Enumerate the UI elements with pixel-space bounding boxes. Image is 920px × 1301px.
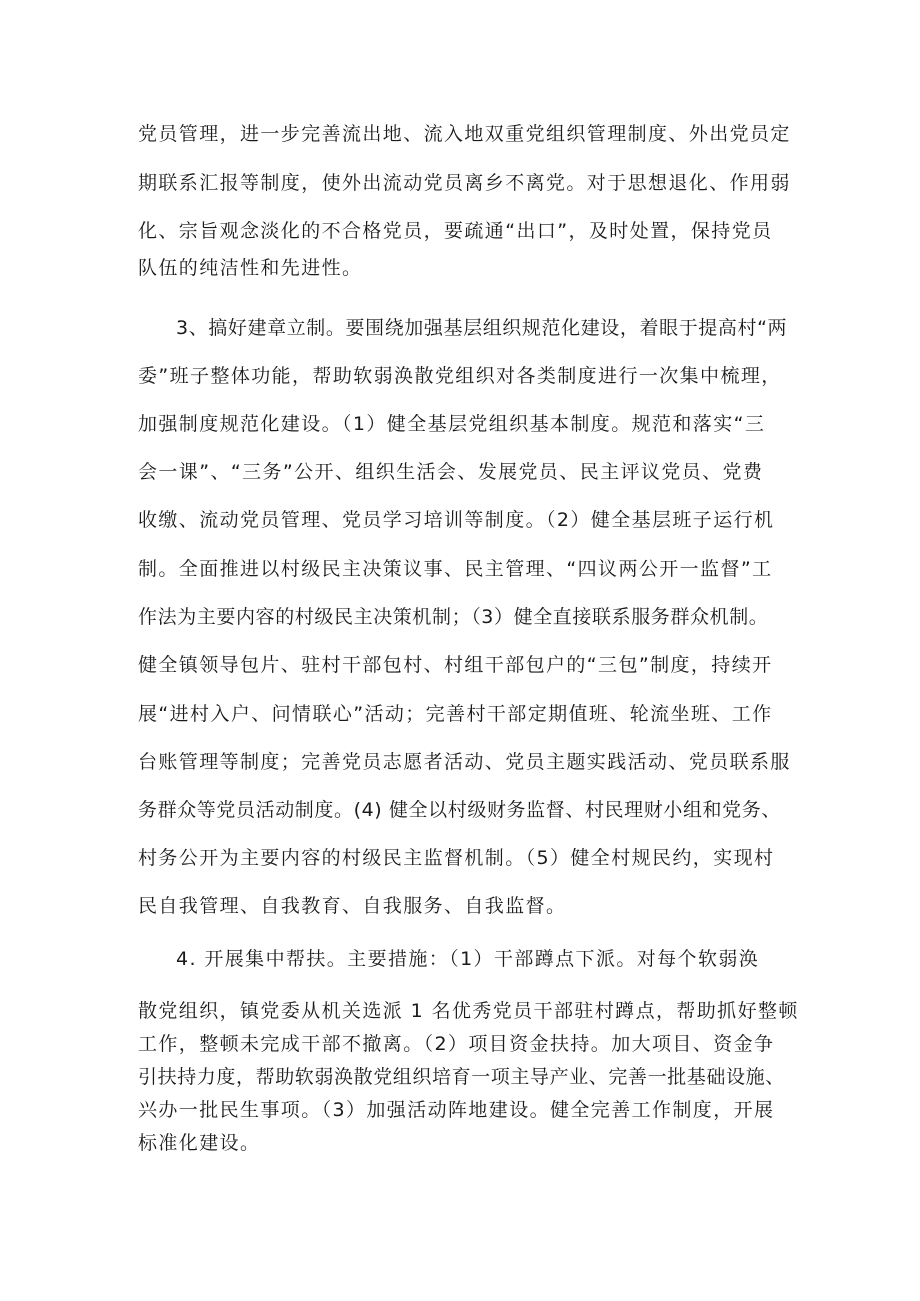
paragraph-line: 展“进村入户、问情联心”活动；完善村干部定期值班、轮流坐班、工作 bbox=[138, 703, 773, 725]
paragraph-line: 加强制度规范化建设。（1）健全基层党组织基本制度。规范和落实“三 bbox=[138, 413, 766, 435]
paragraph-line: 散党组织，镇党委从机关选派 1 名优秀党员干部驻村蹲点，帮助抓好整顿 bbox=[138, 1000, 799, 1022]
paragraph-line: 兴办一批民生事项。（3）加强活动阵地建设。健全完善工作制度，开展 bbox=[138, 1099, 775, 1121]
paragraph-line: 工作，整顿未完成干部不撤离。（2）项目资金扶持。加大项目、资金争 bbox=[138, 1033, 775, 1055]
paragraph-line: 队伍的纯洁性和先进性。 bbox=[138, 257, 363, 279]
paragraph-line: 台账管理等制度；完善党员志愿者活动、党员主题实践活动、党员联系服 bbox=[138, 751, 791, 773]
paragraph-line: 制。全面推进以村级民主决策议事、民主管理、“四议两公开一监督”工 bbox=[138, 558, 773, 580]
paragraph-line: 村务公开为主要内容的村级民主监督机制。（5）健全村规民约，实现村 bbox=[138, 847, 775, 869]
paragraph-line: 健全镇领导包片、驻村干部包村、村组干部包户的“三包”制度，持续开 bbox=[138, 654, 773, 676]
paragraph-line: 期联系汇报等制度，使外出流动党员离乡不离党。对于思想退化、作用弱 bbox=[138, 172, 791, 194]
paragraph-line: 会一课”、“三务”公开、组织生活会、发展党员、民主评议党员、党费 bbox=[138, 461, 764, 483]
paragraph-line: 引扶持力度，帮助软弱涣散党组织培育一项主导产业、完善一批基础设施、 bbox=[138, 1066, 785, 1088]
paragraph-line: 党员管理，进一步完善流出地、流入地双重党组织管理制度、外出党员定 bbox=[138, 123, 791, 145]
paragraph-line: 收缴、流动党员管理、党员学习培训等制度。（2）健全基层班子运行机 bbox=[138, 509, 775, 531]
paragraph-line: 化、宗旨观念淡化的不合格党员，要疏通“出口”，及时处置，保持党员 bbox=[138, 220, 773, 242]
section-heading-line: 4. 开展集中帮扶。主要措施：（1）干部蹲点下派。对每个软弱涣 bbox=[176, 948, 760, 970]
paragraph-line: 委”班子整体功能，帮助软弱涣散党组织对各类制度进行一次集中梳理， bbox=[138, 365, 782, 387]
paragraph-line: 作法为主要内容的村级民主决策机制；（3）健全直接联系服务群众机制。 bbox=[138, 606, 769, 628]
section-heading-line: 3、搞好建章立制。要围绕加强基层组织规范化建设，着眼于提高村“两 bbox=[176, 317, 788, 339]
paragraph-line: 民自我管理、自我教育、自我服务、自我监督。 bbox=[138, 895, 567, 917]
paragraph-line: 标准化建设。 bbox=[138, 1132, 261, 1154]
paragraph-line: 务群众等党员活动制度。(4) 健全以村级财务监督、村民理财小组和党务、 bbox=[138, 799, 781, 821]
